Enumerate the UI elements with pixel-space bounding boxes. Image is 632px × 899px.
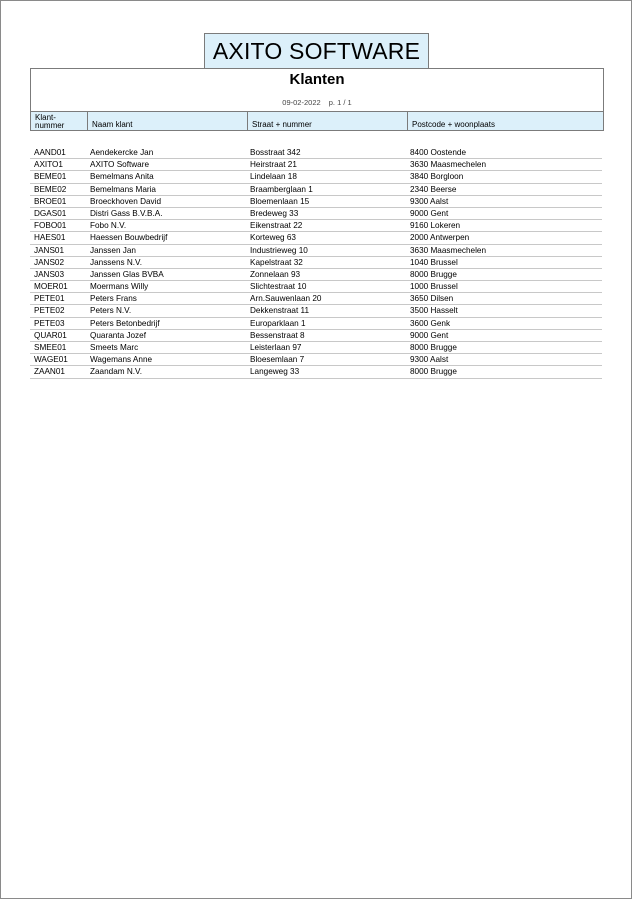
cell-naam-klant: Aendekercke Jan — [90, 148, 154, 157]
cell-klantnummer: AAND01 — [34, 148, 66, 157]
table-row — [30, 269, 602, 281]
table-row — [30, 232, 602, 244]
cell-postcode-woonplaats: 1040 Brussel — [410, 257, 458, 267]
cell-klantnummer: JANS01 — [34, 245, 65, 255]
cell-naam-klant: Distri Gass B.V.B.A. — [90, 208, 163, 218]
cell-klantnummer: FOBO01 — [34, 221, 67, 231]
table-row — [30, 305, 602, 317]
table-row — [30, 220, 602, 232]
cell-naam-klant: Wagemans Anne — [90, 355, 153, 365]
cell-straat-nummer: Langeweg 33 — [250, 367, 300, 377]
cell-straat-nummer: Lindelaan 18 — [250, 172, 297, 182]
column-header-postcode: Postcode + woonplaats — [412, 120, 495, 129]
cell-postcode-woonplaats: 9300 Aalst — [410, 196, 449, 206]
cell-straat-nummer: Europarklaan 1 — [250, 318, 306, 328]
cell-postcode-woonplaats: 2000 Antwerpen — [410, 233, 470, 243]
cell-straat-nummer: Slichtestraat 10 — [250, 282, 307, 292]
cell-klantnummer: BEME01 — [34, 172, 67, 182]
cell-postcode-woonplaats: 8000 Brugge — [410, 343, 457, 352]
report-date: 09-02-2022 — [282, 98, 321, 107]
cell-straat-nummer: Heirstraat 21 — [250, 160, 297, 170]
cell-naam-klant: Quaranta Jozef — [90, 330, 146, 340]
cell-naam-klant: Moermans Willy — [90, 282, 149, 292]
cell-postcode-woonplaats: 3630 Maasmechelen — [410, 245, 487, 255]
cell-klantnummer: PETE02 — [34, 306, 65, 316]
cell-straat-nummer: Braamberglaan 1 — [250, 184, 313, 194]
cell-klantnummer: WAGE01 — [34, 355, 68, 365]
cell-naam-klant: Fobo N.V. — [90, 221, 127, 231]
cell-klantnummer: JANS02 — [34, 257, 65, 267]
cell-straat-nummer: Bosstraat 342 — [250, 148, 301, 157]
cell-postcode-woonplaats: 9000 Gent — [410, 330, 449, 340]
customer-table — [30, 147, 602, 379]
table-row — [30, 293, 602, 305]
cell-klantnummer: JANS03 — [34, 269, 65, 279]
cell-klantnummer: AXITO1 — [34, 160, 63, 170]
table-row — [30, 184, 602, 196]
cell-naam-klant: Peters Frans — [90, 294, 137, 304]
table-row — [30, 366, 602, 378]
column-header-row — [30, 111, 604, 131]
table-row — [30, 342, 602, 354]
cell-postcode-woonplaats: 3500 Hasselt — [410, 306, 458, 316]
cell-straat-nummer: Zonnelaan 93 — [250, 269, 301, 279]
table-row — [30, 196, 602, 208]
table-row — [30, 147, 602, 159]
cell-klantnummer: PETE01 — [34, 294, 65, 304]
cell-straat-nummer: Leisterlaan 97 — [250, 343, 302, 352]
table-row — [30, 257, 602, 269]
cell-naam-klant: Peters Betonbedrijf — [90, 318, 160, 328]
cell-postcode-woonplaats: 3840 Borgloon — [410, 172, 464, 182]
cell-straat-nummer: Dekkenstraat 11 — [250, 306, 310, 316]
cell-naam-klant: Janssens N.V. — [90, 257, 143, 267]
page-number: p. 1 / 1 — [328, 98, 352, 107]
cell-straat-nummer: Bloemenlaan 15 — [250, 196, 310, 206]
cell-straat-nummer: Kapelstraat 32 — [250, 257, 303, 267]
cell-klantnummer: SMEE01 — [34, 343, 67, 352]
company-name: AXITO SOFTWARE — [212, 38, 421, 64]
cell-straat-nummer: Bessenstraat 8 — [250, 330, 305, 340]
cell-naam-klant: Smeets Marc — [90, 343, 139, 352]
cell-klantnummer: BROE01 — [34, 196, 67, 206]
cell-klantnummer: PETE03 — [34, 318, 65, 328]
cell-naam-klant: AXITO Software — [90, 160, 150, 170]
cell-postcode-woonplaats: 8400 Oostende — [410, 148, 466, 157]
cell-postcode-woonplaats: 8000 Brugge — [410, 367, 457, 377]
cell-naam-klant: Broeckhoven David — [90, 196, 161, 206]
report-title: Klanten — [289, 71, 345, 88]
cell-postcode-woonplaats: 1000 Brussel — [410, 282, 458, 292]
cell-postcode-woonplaats: 9000 Gent — [410, 208, 449, 218]
cell-klantnummer: MOER01 — [34, 282, 68, 292]
cell-klantnummer: QUAR01 — [34, 330, 67, 340]
cell-naam-klant: Peters N.V. — [90, 306, 132, 316]
cell-straat-nummer: Arn.Sauwenlaan 20 — [250, 294, 322, 304]
column-header-straat: Straat + nummer — [248, 112, 408, 130]
cell-straat-nummer: Industrieweg 10 — [250, 245, 308, 255]
cell-naam-klant: Janssen Glas BVBA — [90, 269, 164, 279]
cell-naam-klant: Janssen Jan — [90, 245, 136, 255]
cell-straat-nummer: Korteweg 63 — [250, 233, 296, 243]
table-row — [30, 354, 602, 366]
column-header-naam: Naam klant — [88, 112, 248, 130]
cell-naam-klant: Haessen Bouwbedrijf — [90, 233, 168, 243]
cell-klantnummer: ZAAN01 — [34, 367, 65, 377]
cell-klantnummer: DGAS01 — [34, 208, 67, 218]
cell-klantnummer: HAES01 — [34, 233, 66, 243]
table-row — [30, 171, 602, 183]
cell-postcode-woonplaats: 3650 Dilsen — [410, 294, 454, 304]
table-row — [30, 208, 602, 220]
cell-straat-nummer: Eikenstraat 22 — [250, 221, 303, 231]
cell-postcode-woonplaats: 8000 Brugge — [410, 269, 457, 279]
cell-postcode-woonplaats: 2340 Beerse — [410, 184, 457, 194]
cell-naam-klant: Bemelmans Anita — [90, 172, 154, 182]
cell-postcode-woonplaats: 3600 Genk — [410, 318, 451, 328]
cell-postcode-woonplaats: 9160 Lokeren — [410, 221, 461, 231]
table-row — [30, 245, 602, 257]
company-name-box — [204, 33, 429, 69]
cell-naam-klant: Bemelmans Maria — [90, 184, 156, 194]
cell-klantnummer: BEME02 — [34, 184, 67, 194]
cell-straat-nummer: Bloesemlaan 7 — [250, 355, 305, 365]
table-row — [30, 330, 602, 342]
table-row — [30, 281, 602, 293]
cell-postcode-woonplaats: 3630 Maasmechelen — [410, 160, 487, 170]
report-meta — [31, 98, 603, 107]
cell-naam-klant: Zaandam N.V. — [90, 367, 143, 377]
table-row — [30, 318, 602, 330]
table-row — [30, 159, 602, 171]
report-header — [30, 68, 604, 112]
cell-straat-nummer: Bredeweg 33 — [250, 208, 299, 218]
cell-postcode-woonplaats: 9300 Aalst — [410, 355, 449, 365]
column-header-klantnummer: Klant- nummer — [31, 112, 88, 130]
